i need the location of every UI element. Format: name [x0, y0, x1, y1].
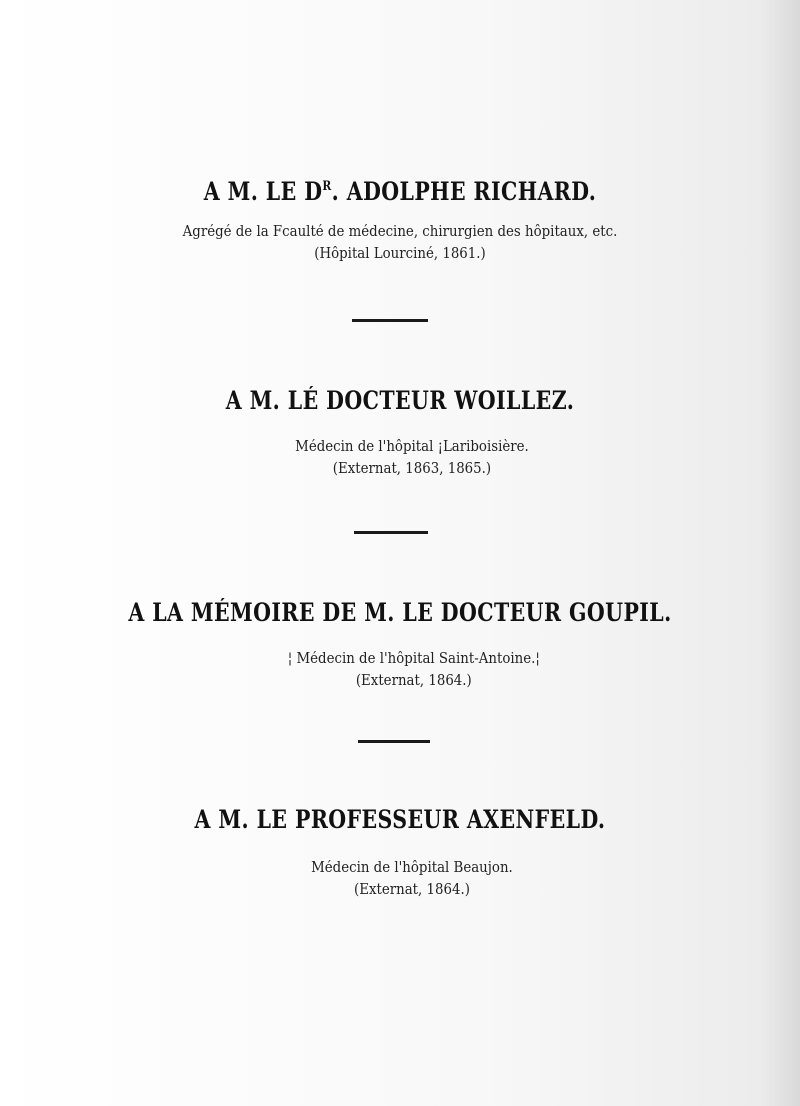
separator-rule: [358, 740, 430, 743]
dedication-line: Agrégé de la Fcaulté de médecine, chirurgien des hôpitaux, etc.: [182, 224, 618, 240]
dedication-line: (Hôpital Lourciné, 1861.): [314, 246, 486, 262]
dedication-goupil: [0, 598, 800, 692]
separator-rule: [352, 319, 428, 322]
dedication-heading: A LA MÉMOIRE DE M. LE DOCTEUR GOUPIL.: [128, 598, 672, 627]
dedication-line: ¦ Médecin de l'hôpital Saint-Antoine.¦: [287, 651, 540, 667]
heading-text: A M. LE D: [203, 177, 323, 206]
bleed-through-text: [60, 555, 740, 581]
dedication-line: (Externat, 1864.): [355, 673, 472, 689]
dedication-line: (Externat, 1863, 1865.): [332, 461, 492, 477]
dedication-heading: [72, 172, 728, 207]
dedication-line: (Externat, 1864.): [354, 882, 470, 898]
dedication-heading: A M. LÉ DOCTEUR WOILLEZ.: [225, 386, 575, 415]
dedication-axenfeld: [0, 805, 800, 901]
dedication-line: Médecin de l'hôpital ¡Lariboisière.: [295, 439, 529, 455]
dedication-line: Médecin de l'hôpital Beaujon.: [311, 860, 513, 876]
heading-superscript: R: [322, 179, 332, 194]
heading-text: . ADOLPHE RICHARD.: [331, 177, 597, 206]
separator-rule: [354, 531, 428, 534]
dedication-heading: A M. LE PROFESSEUR AXENFELD.: [194, 805, 606, 834]
dedication-woillez: [0, 386, 800, 480]
dedication-richard: [0, 172, 800, 265]
